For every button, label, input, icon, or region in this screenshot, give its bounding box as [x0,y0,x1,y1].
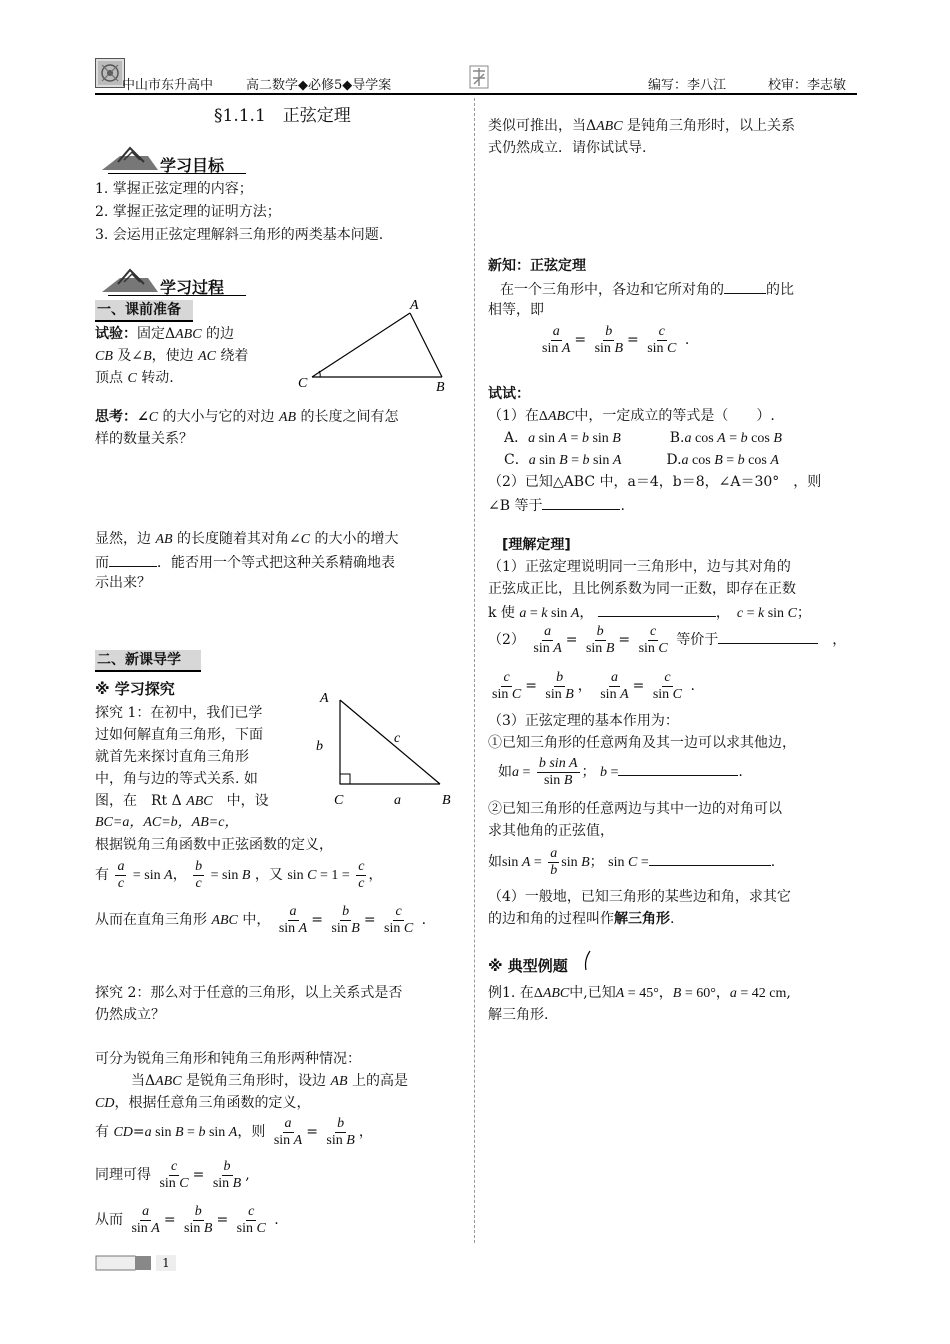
prep-heading: 一、课前准备 [95,300,193,322]
book-pen-icon [100,142,160,174]
explore1-line-2: 过如何解直角三角形，下面 [95,727,263,743]
obvious-line-3: 示出来？ [95,575,151,591]
u3-line: （3）正弦定理的基本作用为： [488,713,679,729]
think-line-1: 思考：∠C 的大小与它的对边 AB 的长度之间有怎 [95,409,399,425]
u3-2-line-1: ②已知三角形的任意两边与其中一边的对角可以 [488,801,782,817]
u3-1-blank[interactable] [618,761,738,776]
newknow-line-2: 相等，即 [488,302,544,318]
q2-line-1: （2）已知△ABC 中，a＝4，b＝8，∠A＝30° ，则 [488,474,822,490]
think-line-2: 样的数量关系？ [95,431,193,447]
thus-formula: 从而 $\frac{a}{\text{sin A}}$ = $\frac{b}{\text{sin B}}$ = $\frac{c}{\text{sin C}}$ . [95,1203,279,1236]
examples-pen-icon [580,950,594,976]
obtuse-line-2: 式仍然成立．请你试试导. [488,140,647,156]
goal-item-1: 1. 掌握正弦定理的内容； [95,181,253,197]
right-triangle-figure [312,688,462,817]
header-course: 高二数学◆必修5◆导学案 [246,78,392,93]
page-title: §1.1.1 正弦定理 [214,106,351,126]
acute-line-1: 当ΔABC 是锐角三角形时，设边 AB 上的高是 [131,1073,409,1089]
u3-1-eg: 如a = $\frac{\text{b sin A}}{\text{sin B}}$ ； b = . [498,755,743,788]
pen-icon [580,950,594,972]
q2-blank[interactable] [542,495,620,510]
triangle-abc-diagram [292,295,462,395]
column-divider [474,98,475,1243]
understand-heading: [理解定理] [502,537,571,553]
u2-line-1: （2） $\frac{a}{\text{sin A}}$ = $\frac{b}{\text{sin B}}$ = $\frac{c}{\text{sin C}}$ 等价于 ， [488,623,847,656]
right-triangle-diagram [312,688,462,813]
svg-text:b: b [316,739,323,754]
u3-2-blank[interactable] [649,851,771,866]
sine-law-formula: $\frac{a}{\text{sin A}}$ = $\frac{b}{\text{sin B}}$ = $\frac{c}{\text{sin C}}$ . [542,323,690,356]
svg-text:C: C [298,376,308,391]
q1-options-2: C．a sin B = b sin A D.a cos B = b cos A [504,452,779,468]
cases-line: 可分为锐角三角形和钝角三角形两种情况： [95,1051,361,1067]
trial-line-1: 试验：固定ΔABC 的边 [95,326,235,342]
explore1-formula-1: 有 $\frac{a}{c}$ = sin A， $\frac{b}{c}$ = sin B ，又 sin C = 1 = $\frac{c}{c}$ ， [95,858,383,891]
explore1-line-3: 就首先来探讨直角三角形 [95,749,249,765]
explore1-line-5: 图，在 Rt Δ ABC 中，设 [95,793,269,809]
explore1-line-1: 探究 1：在初中，我们已学 [95,705,263,721]
newknow-title: 新知：正弦定理 [488,258,586,274]
explore1-line-4: 中，角与边的等式关系. 如 [95,771,258,787]
u3-1-line: ①已知三角形的任意两角及其一边可以求其他边， [488,735,796,751]
triangle-figure-1 [292,295,462,399]
newknow-blank[interactable] [724,279,766,294]
q1-option-d[interactable]: D. [666,452,682,468]
explore1-line-6: BC=a，AC=b，AB=c， [95,815,239,830]
book-pen-icon [100,264,160,296]
examples-heading: ※ 典型例题 [488,957,568,975]
q1-option-a[interactable]: A． [504,430,529,446]
svg-text:B: B [442,793,451,808]
u3-2-line-2: 求其他角的正弦值， [488,823,614,839]
process-underline [108,295,246,296]
u1-line-1: （1）正弦定理说明同一三角形中，边与其对角的 [488,559,791,575]
u1-line-2: 正弦成正比，且比例系数为同一正数，即存在正数 [488,581,796,597]
newknow-line-1: 在一个三角形中，各边和它所对角的 的比 [500,279,794,299]
header-editor: 编写：李八江 [648,78,727,93]
goals-underline [108,173,246,174]
q2-line-2: ∠B 等于 . [488,495,625,515]
process-heading: 学习过程 [160,278,225,297]
q1-options-1: A．a sin A = b sin B B.a cos A = b cos B [504,430,782,446]
svg-text:a: a [394,793,401,808]
arrow-tab-icon [95,1254,155,1272]
obvious-line-1: 显然，边 AB 的长度随着其对角∠C 的大小的增大 [95,531,399,547]
goal-item-2: 2. 掌握正弦定理的证明方法； [95,204,281,220]
obvious-line-2: 而 ．能否用一个等式把这种关系精确地表 [95,552,395,572]
svg-text:A: A [320,691,329,706]
explore2-line-1: 探究 2：那么对于任意的三角形，以上关系式是否 [95,985,403,1001]
similarly-formula: 同理可得 $\frac{c}{\text{sin C}}$ = $\frac{b}{\text{sin B}}$ , [95,1158,250,1191]
trial-line-2: CB 及∠B，使边 AC 绕着 [95,348,249,364]
example1-line-2: 解三角形. [488,1007,549,1023]
acute-line-2: CD，根据任意角三角函数的定义， [95,1095,311,1111]
trial-line-3: 顶点 C 转动. [95,370,174,386]
u1-blank[interactable] [598,602,716,617]
u2-blank[interactable] [718,629,818,644]
page-number: 1 [156,1255,176,1271]
goal-item-3: 3. 会运用正弦定理解斜三角形的两类基本问题. [95,227,384,243]
svg-text:A: A [410,298,419,313]
obvious-blank[interactable] [109,552,157,567]
footer-arrow [95,1254,155,1276]
frac-a-over-c: $\frac{a}{c}$ [117,858,125,891]
q1-option-b[interactable]: B. [669,430,685,446]
example1-line-1: 例1. 在ΔABC中,已知A = 45°，B = 60°，a = 42 cm, [488,985,791,1001]
frac-b-over-c: $\frac{b}{c}$ [195,858,203,891]
q1-line: （1）在ΔABC中，一定成立的等式是（ ）. [488,408,775,424]
goals-heading: 学习目标 [160,156,225,175]
svg-text:C: C [334,793,344,808]
svg-text:c: c [394,731,401,746]
new-lesson-heading: 二、新课导学 [95,650,201,672]
u4-line-1: （4）一般地，已知三角形的某些边和角，求其它 [488,889,791,905]
u1-line-3: k 使 a = k sin A， ， c = k sin C； [488,602,811,623]
obtuse-line-1: 类似可推出，当ΔABC 是钝角三角形时，以上关系 [488,118,796,134]
explore1-formula-2: 从而在直角三角形 ABC 中， $\frac{a}{\text{sin A}}$ = $\frac{b}{\text{sin B}}$ = $\frac{c}{\text{sin C}}$ . [95,903,427,936]
explore1-line-7: 根据锐角三角函数中正弦函数的定义， [95,837,333,853]
header-school: 中山市东升高中 [122,78,214,93]
u2-line-2: $\frac{c}{\text{sin C}}$ = $\frac{b}{\text{sin B}}$ ， $\frac{a}{\text{sin A}}$ = $\frac{c}{\text{sin C}}$ . [492,669,695,702]
explore2-line-2: 仍然成立？ [95,1007,165,1023]
try-label: 试试： [488,386,530,402]
svg-text:B: B [436,380,445,395]
q1-option-c[interactable]: C． [504,452,529,468]
u3-2-eg: 如sin A = $\frac{a}{b}$ sin B； sin C = . [488,845,776,878]
school-logo [95,58,125,88]
emblem-icon [468,64,490,90]
flower-logo-icon [96,59,124,87]
explore-heading: ※ 学习探究 [95,680,175,698]
frac-c-over-c: $\frac{c}{c}$ [358,858,365,891]
cd-formula: 有 CD=a sin B = b sin A，则 $\frac{a}{\text{sin A}}$ = $\frac{b}{\text{sin B}}$ ， [95,1115,373,1148]
header-emblem [468,64,490,94]
header-rule [95,93,857,95]
u4-line-2: 的边和角的过程叫作解三角形. [488,911,675,927]
header-reviewer: 校审：李志敏 [768,78,847,93]
